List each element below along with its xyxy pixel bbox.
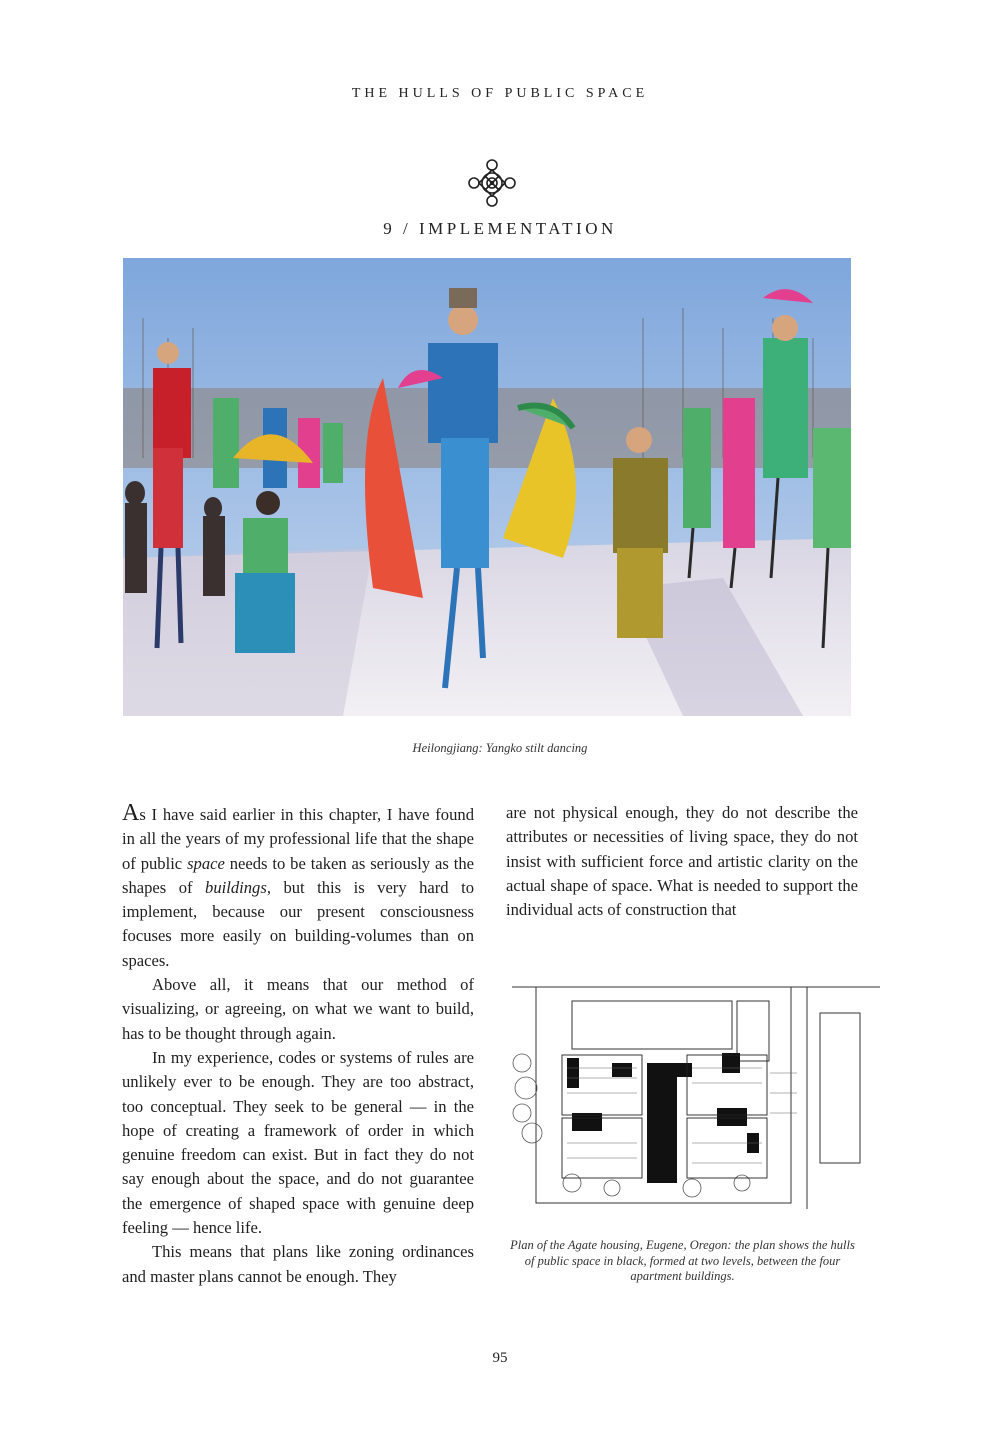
paragraph-3: In my experience, codes or systems of rules are unlikely ever to be enough. They are too abstract, too conceptual. They seek to be general — in the hope of creating a framework of order in which genuine freedom can exist. But in fact they do not say enough about the space, and do not guarantee the emergence of shaped space with genuine deep feeling — hence life. xyxy=(122,1047,474,1238)
paragraph-1-mid: needs to be taken as seriously as the shapes of xyxy=(122,853,474,897)
emphasis-buildings: buildings xyxy=(205,877,267,897)
running-head: THE HULLS OF PUBLIC SPACE xyxy=(351,86,649,101)
paragraph-2: Above all, it means that our method of visualizing, or agreeing, on what we want to build, has to be thought through again. xyxy=(122,975,474,1043)
agate-housing-site-plan xyxy=(512,983,880,1209)
plan-caption: Plan of the Agate housing, Eugene, Oregon: the plan shows the hulls of public space in black, formed at two levels, between the four apartment buildings. xyxy=(510,1238,855,1283)
stilt-dancing-photo xyxy=(123,258,851,716)
body-right-column xyxy=(506,801,858,922)
paragraph-1 xyxy=(122,801,474,973)
paragraph-4: This means that plans like zoning ordinances and master plans cannot be enough. They xyxy=(122,1242,474,1286)
drop-cap: A xyxy=(122,800,140,826)
photo-caption: Heilongjiang: Yangko stilt dancing xyxy=(412,741,588,755)
page-number: 95 xyxy=(492,1350,508,1366)
emphasis-space: space xyxy=(187,853,225,873)
chapter-title: 9 / IMPLEMENTATION xyxy=(383,219,617,238)
paragraph-1-text: s I have said earlier in this chapter, I have found in all the years of my professional life that the shape of public xyxy=(122,805,474,873)
body-left-column xyxy=(122,801,474,1289)
quatrefoil-knot-ornament-icon xyxy=(465,156,519,210)
paragraph-continued: are not physical enough, they do not describe the attributes or necessities of living space, they do not insist with sufficient force and artistic clarity on the actual shape of space. What is needed to support the individual acts of construction that xyxy=(506,803,858,920)
paragraph-1-end: , but this is very hard to implement, because our present consciousness focuses more easily on building-volumes than on spaces. xyxy=(122,877,474,970)
